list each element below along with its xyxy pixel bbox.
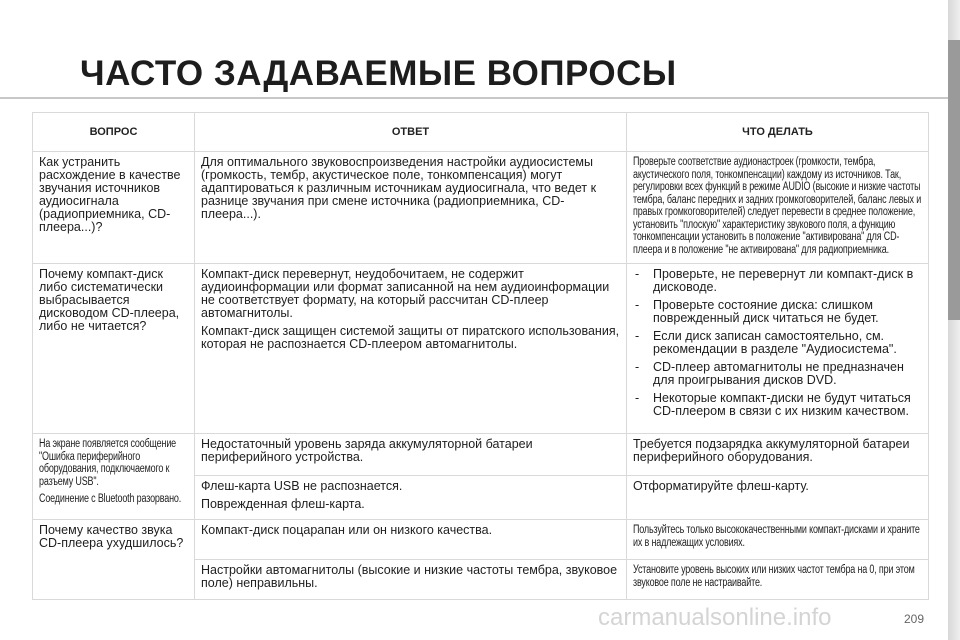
row1-solution: Проверьте соответствие аудионастроек (громкости, тембра, акустического поля, тонкомпенсации) каждому из источников. Так, регулировки всех функций в режиме AUDIO (высокие и низкие частоты тембра, баланс передних и задних громкоговорителей, баланс левых и правых громкоговорителей) следует перевести в среднее положение, установить "плоскую" характеристику звукового поля, а функцию тонкомпенсации установить в положение "активирована" для CD-плеера и в положение "не активирована" для радиоприемника. <box>633 156 922 256</box>
row3-question-cell <box>33 434 195 520</box>
row4-answer-b: Настройки автомагнитолы (высокие и низкие частоты тембра, звуковое поле) неправильны. <box>195 560 627 600</box>
row3-question-p1: На экране появляется сообщение "Ошибка периферийного оборудования, подключаемого к разъему USB". <box>39 438 177 488</box>
row1-question: Как устранить расхождение в качестве звучания источников аудиосигнала (радиоприемника, CD-плеера...)? <box>33 152 195 264</box>
row3-solution-a: Требуется подзарядка аккумуляторной батареи периферийного оборудования. <box>627 434 929 476</box>
row1-answer: Для оптимального звуковоспроизведения настройки аудиосистемы (громкость, тембр, акустическое поле, тонкомпенсация) могут адаптироваться к различным источникам аудиосигнала, что ведет к разнице звучания при смене источника (радиоприемника, CD-плеера...). <box>195 152 627 264</box>
faq-table <box>32 112 929 600</box>
row4-solution-b-cell <box>627 560 929 600</box>
row4-question: Почему качество звука CD-плеера ухудшилось? <box>33 520 195 600</box>
title-divider <box>0 97 948 99</box>
row4-solution-b: Установите уровень высоких или низких частот тембра на 0, при этом звуковое поле не настраивайте. <box>633 564 915 589</box>
table-row <box>33 152 929 264</box>
row3-answer-a: Недостаточный уровень заряда аккумуляторной батареи периферийного устройства. <box>195 434 627 476</box>
list-item: - Если диск записан самостоятельно, см. рекомендации в разделе "Аудиосистема". <box>633 330 922 356</box>
list-item: - Некоторые компакт-диски не будут читаться CD-плеером в связи с их низким качеством. <box>633 392 922 418</box>
table-row <box>33 434 929 476</box>
page-number: 209 <box>904 612 925 626</box>
row2-answer-p1: Компакт-диск перевернут, неудобочитаем, не содержит аудиоинформации или формат записанной на нем аудиоинформации не соответствует формату, на который рассчитан CD-плеер автомагнитолы. <box>201 267 610 320</box>
list-item: - Проверьте состояние диска: слишком поврежденный диск читаться не будет. <box>633 299 922 325</box>
watermark: carmanualsonline.info <box>598 604 832 631</box>
row2-answer-p2: Компакт-диск защищен системой защиты от пиратского использования, которая не распознается CD-плеером автомагнитолы. <box>201 324 620 351</box>
table-row <box>33 264 929 434</box>
table-header-row <box>33 113 929 152</box>
header-answer: ОТВЕТ <box>195 113 627 152</box>
row2-answer-cell <box>195 264 627 434</box>
row3-answer-b1: Флеш-карта USB не распознается. <box>201 479 403 493</box>
row4-answer-a: Компакт-диск поцарапан или он низкого качества. <box>195 520 627 560</box>
row1-solution-cell <box>627 152 929 264</box>
row3-answer-b-cell <box>195 476 627 520</box>
list-item: - CD-плеер автомагнитолы не предназначен для проигрывания дисков DVD. <box>633 361 922 387</box>
row3-question-p2: Соединение с Bluetooth разорвано. <box>39 492 182 505</box>
row2-solution-list <box>633 268 922 418</box>
row2-question: Почему компакт-диск либо систематически выбрасывается дисководом CD-плеера, либо не читается? <box>33 264 195 434</box>
table-row <box>33 520 929 560</box>
row3-answer-b2: Поврежденная флеш-карта. <box>201 497 365 511</box>
page-edge-tab <box>948 40 960 320</box>
list-item: - Проверьте, не перевернут ли компакт-диск в дисководе. <box>633 268 922 294</box>
row3-solution-b: Отформатируйте флеш-карту. <box>627 476 929 520</box>
header-question: ВОПРОС <box>33 113 195 152</box>
header-solution: ЧТО ДЕЛАТЬ <box>627 113 929 152</box>
row2-solution-cell <box>627 264 929 434</box>
row4-solution-a-cell <box>627 520 929 560</box>
row4-solution-a: Пользуйтесь только высококачественными компакт-дисками и храните их в надлежащих условиях. <box>633 524 920 549</box>
page-title: ЧАСТО ЗАДАВАЕМЫЕ ВОПРОСЫ <box>80 54 677 93</box>
